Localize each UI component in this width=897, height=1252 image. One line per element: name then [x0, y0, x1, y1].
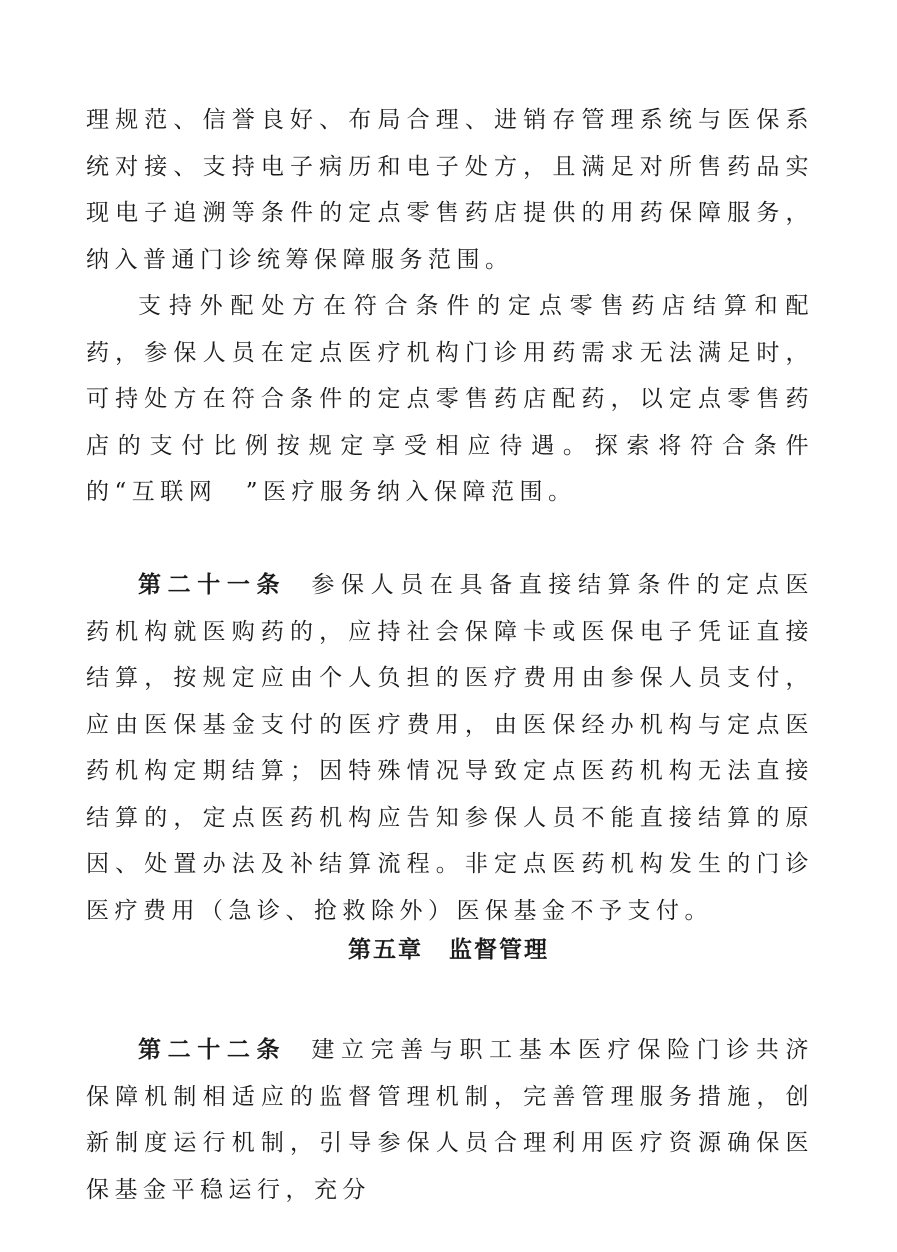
article-22-number: 第二十二条	[138, 1036, 287, 1063]
paragraph-external-prescription: 支持外配处方在符合条件的定点零售药店结算和配药，参保人员在定点医疗机构门诊用药需求无法满足时，可持处方在符合条件的定点零售药店配药，以定点零售药店的支付比例按规定享受相应待遇。探索将符合条件的“互联网 ”医疗服务纳入保障范围。	[86, 293, 814, 505]
paragraph-continuation: 理规范、信誉良好、布局合理、进销存管理系统与医保系统对接、支持电子病历和电子处方，且满足对所售药品实现电子追溯等条件的定点零售药店提供的用药保障服务，纳入普通门诊统筹保障服务范围。	[86, 107, 814, 273]
chapter-title: 监督管理	[449, 937, 549, 963]
article-22	[86, 1027, 814, 1213]
article-21	[86, 562, 814, 934]
article-21-number: 第二十一条	[138, 571, 287, 598]
article-21-text: 参保人员在具备直接结算条件的定点医药机构就医购药的，应持社会保障卡或医保电子凭证直接结算，按规定应由个人负担的医疗费用由参保人员支付，应由医保基金支付的医疗费用，由医保经办机构与定点医药机构定期结算；因特殊情况导致定点医药机构无法直接结算的，定点医药机构应告知参保人员不能直接结算的原因、处置办法及补结算流程。非定点医药机构发生的门诊医疗费用（急诊、抢救除外）医保基金不予支付。	[86, 572, 815, 924]
chapter-number: 第五章	[348, 937, 423, 963]
chapter-heading	[0, 930, 897, 970]
article-22-text: 建立完善与职工基本医疗保险门诊共济保障机制相适应的监督管理机制，完善管理服务措施，创新制度运行机制，引导参保人员合理利用医疗资源确保医保基金平稳运行，充分	[86, 1037, 815, 1203]
